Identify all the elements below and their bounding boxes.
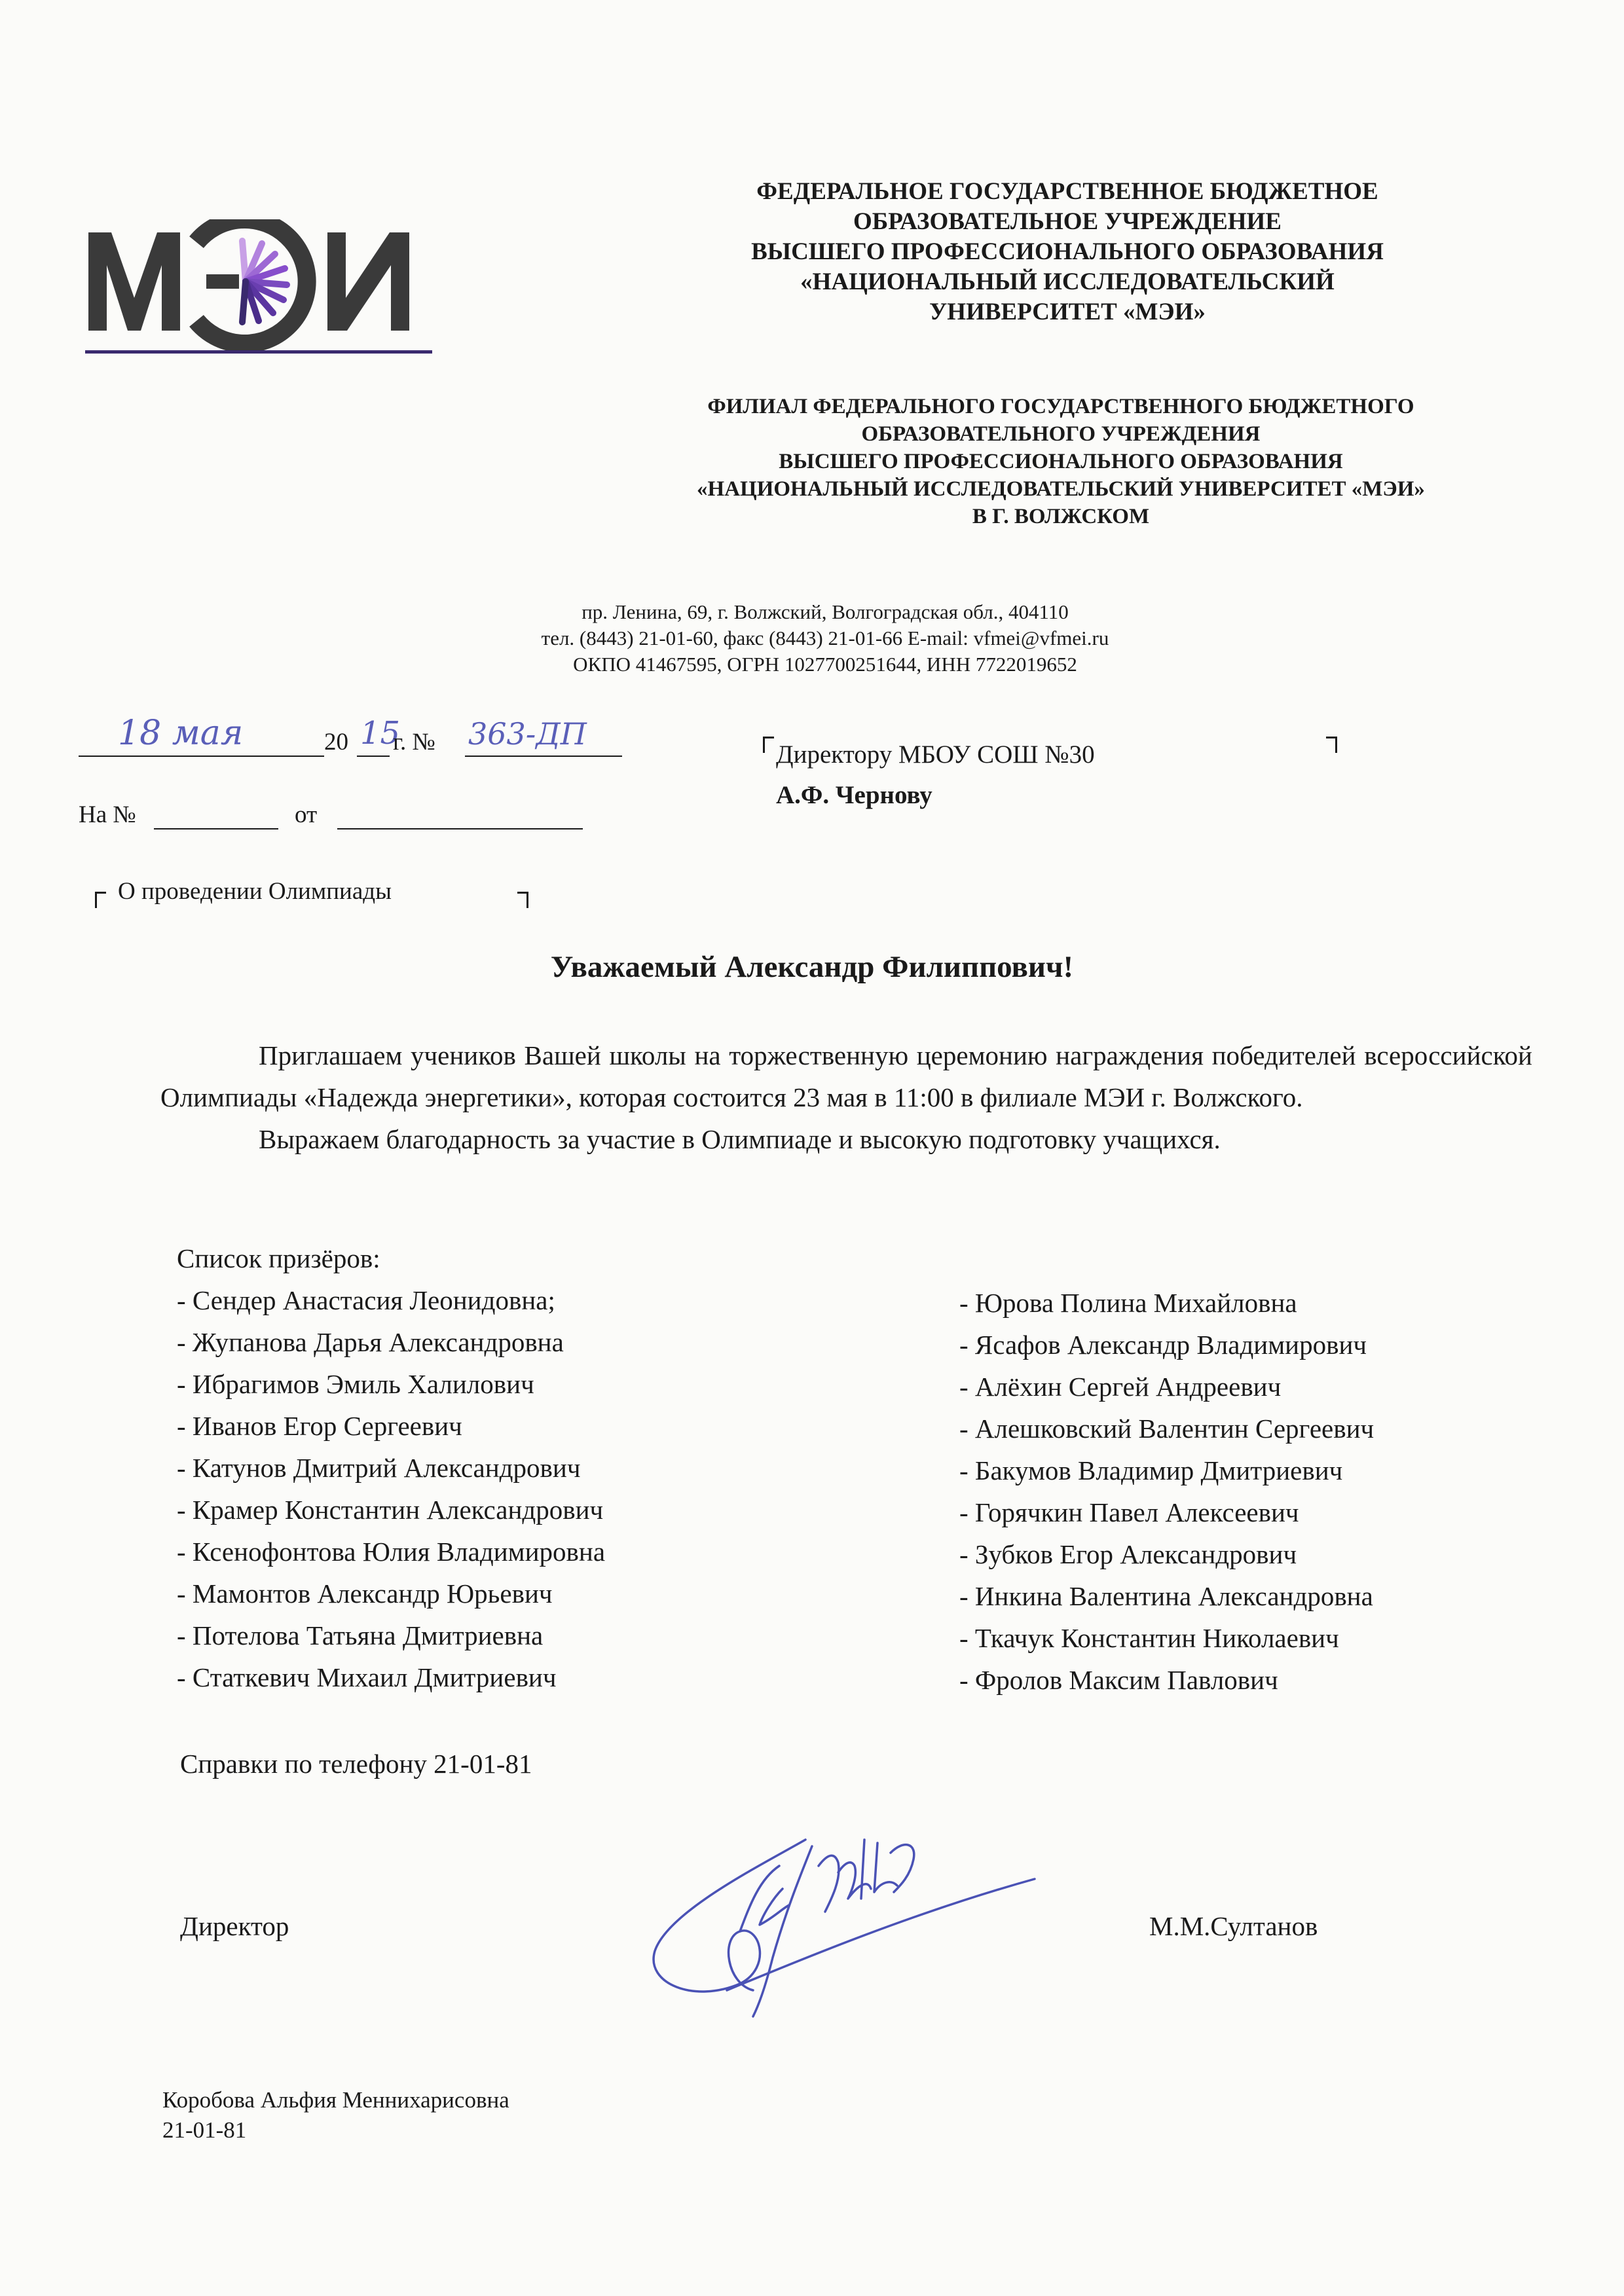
phone-email-line: тел. (8443) 21-01-60, факс (8443) 21-01-66 E-mail: vfmei@vfmei.ru [541,627,1109,649]
corner-mark [763,737,774,753]
list-item: - Алёхин Сергей Андреевич [959,1372,1282,1402]
letter-body [160,1034,1532,1160]
in-reply-underline [154,828,278,829]
corner-mark [1326,737,1337,753]
org-line: ФЕДЕРАЛЬНОЕ ГОСУДАРСТВЕННОЕ БЮДЖЕТНОЕ [756,178,1378,205]
list-item: - Потелова Татьяна Дмитриевна [177,1620,544,1650]
list-item: - Сендер Анастасия Леонидовна; [177,1285,555,1315]
list-item: - Фролов Максим Павлович [959,1665,1278,1695]
winners-title: Список призёров: [177,1243,380,1273]
list-item: - Крамер Константин Александрович [177,1495,604,1525]
date-underline [79,756,324,757]
list-item: - Ткачук Константин Николаевич [959,1623,1339,1653]
signatory-name: М.М.Султанов [1149,1911,1318,1941]
signatory-title: Директор [180,1911,289,1941]
winners-right-column [959,1282,1568,1701]
org-line: «НАЦИОНАЛЬНЫЙ ИССЛЕДОВАТЕЛЬСКИЙ [800,268,1335,295]
branch-line: ОБРАЗОВАТЕЛЬНОГО УЧРЕЖДЕНИЯ [861,422,1261,446]
body-paragraph: Приглашаем учеников Вашей школы на торжественную церемонию награждения победителей всероссийской Олимпиады «Надежда энергетики», которая состоится 23 мая в 11:00 в филиале МЭИ г. Волжского. [160,1040,1532,1112]
address-line: пр. Ленина, 69, г. Волжский, Волгоградская обл., 404110 [581,600,1069,623]
body-paragraph: Выражаем благодарность за участие в Олимпиаде и высокую подготовку учащихся. [259,1124,1221,1154]
subject-line: О проведении Олимпиады [118,878,392,905]
branch-line: В Г. ВОЛЖСКОМ [972,505,1150,528]
list-item: - Катунов Дмитрий Александрович [177,1453,581,1483]
org-line: УНИВЕРСИТЕТ «МЭИ» [929,299,1206,325]
list-item: - Алешковский Валентин Сергеевич [959,1413,1375,1444]
number-underline [465,756,622,757]
list-item: - Мамонтов Александр Юрьевич [177,1578,553,1609]
from-label: от [295,801,318,828]
handwritten-number: 363-ДП [468,716,587,752]
outgoing-reference [79,714,635,759]
branch-header [616,393,1506,530]
list-item: - Ясафов Александр Владимирович [959,1330,1367,1360]
handwritten-year: 15 [360,715,401,752]
addressee-name: А.Ф. Чернову [776,781,932,809]
number-label: г. № [393,729,435,756]
incoming-reference [79,795,602,835]
handwritten-date: 18 мая [118,714,244,753]
branch-line: «НАЦИОНАЛЬНЫЙ ИССЛЕДОВАТЕЛЬСКИЙ УНИВЕРСИТЕТ «МЭИ» [697,477,1425,501]
mei-logo [82,219,435,363]
branch-line: ВЫСШЕГО ПРОФЕССИОНАЛЬНОГО ОБРАЗОВАНИЯ [779,450,1343,473]
addressee-block [763,737,1352,828]
list-item: - Статкевич Михаил Дмитриевич [177,1662,557,1692]
addressee-position: Директору МБОУ СОШ №30 [776,740,1095,769]
subject-block [95,877,534,917]
list-item: - Зубков Егор Александрович [959,1539,1297,1569]
list-item: - Бакумов Владимир Дмитриевич [959,1455,1343,1485]
year-underline [357,756,390,757]
list-item: - Жупанова Дарья Александровна [177,1327,564,1357]
signature-graphic [642,1827,1048,2023]
winners-left-column [177,1237,897,1698]
registration-codes-line: ОКПО 41467595, ОГРН 1027700251644, ИНН 7722019652 [573,653,1077,676]
contact-details [406,599,1244,678]
list-item: - Иванов Егор Сергеевич [177,1411,462,1441]
winners-list-right [959,1282,1568,1701]
list-item: - Ксенофонтова Юлия Владимировна [177,1537,606,1567]
executor-block [162,2085,509,2145]
inquiries-line: Справки по телефону 21-01-81 [180,1749,532,1779]
org-line: ВЫСШЕГО ПРОФЕССИОНАЛЬНОГО ОБРАЗОВАНИЯ [751,238,1384,265]
winners-list-left [177,1279,897,1698]
org-line: ОБРАЗОВАТЕЛЬНОЕ УЧРЕЖДЕНИЕ [853,208,1282,235]
branch-line: ФИЛИАЛ ФЕДЕРАЛЬНОГО ГОСУДАРСТВЕННОГО БЮДЖЕТНОГО [707,395,1414,418]
corner-mark [517,892,528,908]
in-reply-label: На № [79,801,136,828]
corner-mark [95,892,106,908]
list-item: - Горячкин Павел Алексеевич [959,1497,1299,1527]
list-item: - Инкина Валентина Александровна [959,1581,1373,1611]
from-underline [337,828,583,829]
mei-logo-graphic [82,219,435,363]
list-item: - Ибрагимов Эмиль Халилович [177,1369,534,1399]
year-prefix: 20 [324,729,348,756]
list-item: - Юрова Полина Михайловна [959,1288,1297,1318]
organization-header [629,177,1506,327]
handwritten-signature [642,1827,1048,2023]
executor-phone: 21-01-81 [162,2117,247,2143]
executor-name: Коробова Альфия Меннихарисовна [162,2087,509,2113]
greeting: Уважаемый Александр Филиппович! [550,950,1074,984]
